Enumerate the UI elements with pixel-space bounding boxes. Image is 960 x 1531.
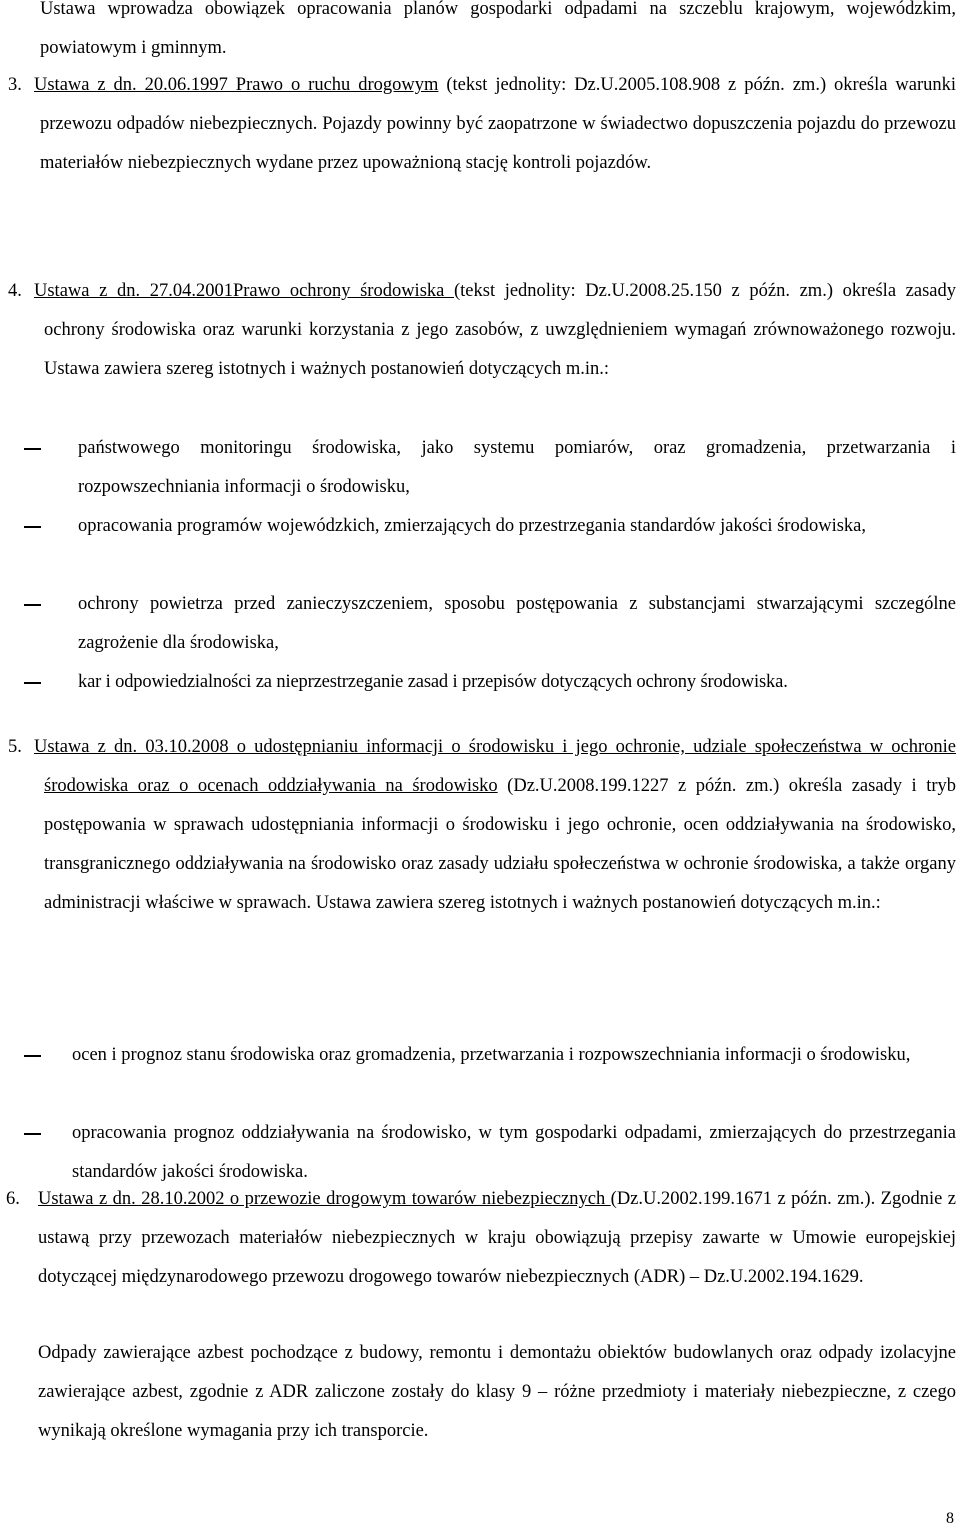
final-paragraph: Odpady zawierające azbest pochodzące z budowy, remontu i demontażu obiektów budowlanych oraz odpady izolacyjne zawierające azbest, zgodnie z ADR zaliczone zostały do klasy 9 – różne przedmioty i materiały niebezpieczne, z czego wynikają określone wymagania przy ich transporcie. bbox=[38, 1343, 956, 1441]
section-4-text bbox=[34, 272, 956, 389]
list-item-text: opracowania programów wojewódzkich, zmierzających do przestrzegania standardów jakości środowiska, bbox=[78, 516, 867, 536]
dash-icon bbox=[24, 448, 41, 450]
list-item-text: opracowania prognoz oddziaływania na środowisko, w tym gospodarki odpadami, zmierzających do przestrzegania standardów jakości środowiska. bbox=[72, 1123, 956, 1182]
page-number: 8 bbox=[946, 1510, 954, 1527]
list-item-text: ocen i prognoz stanu środowiska oraz gromadzenia, przetwarzania i rozpowszechniania informacji o środowisku, bbox=[72, 1045, 911, 1065]
dash-icon bbox=[24, 1133, 41, 1135]
list-item bbox=[36, 1036, 956, 1075]
list-item bbox=[36, 507, 956, 546]
section-6-body: (Dz.U.2002.199.1671 z późn. zm.). Zgodnie z ustawą przy przewozach materiałów niebezpiecznych w kraju obowiązują przepisy zawarte w Umowie europejskiej dotyczącej międzynarodowego przewozu drogowego towarów niebezpiecznych (ADR) – Dz.U.2002.194.1629. bbox=[38, 1189, 956, 1287]
section-3-body: (tekst jednolity: Dz.U.2005.108.908 z późn. zm.) określa warunki przewozu odpadów niebezpiecznych. Pojazdy powinny być zaopatrzone w świadectwo dopuszczenia pojazdu do przewozu materiałów niebezpiecznych wydane przez upoważnioną stację kontroli pojazdów. bbox=[40, 75, 957, 173]
section-3-link[interactable]: Ustawa z dn. 20.06.1997 Prawo o ruchu drogowym bbox=[34, 75, 439, 95]
section-3-text bbox=[34, 66, 957, 183]
section-3-number: 3. bbox=[8, 75, 22, 95]
section-5-link[interactable]: Ustawa z dn. 03.10.2008 o udostępnianiu informacji o środowisku i jego ochronie, udziale społeczeństwa w ochronie środowiska oraz o ocenach oddziaływania na środowisko bbox=[34, 737, 956, 796]
section-5-body: (Dz.U.2008.199.1227 z późn. zm.) określa zasady i tryb postępowania w sprawach udostępniania informacji o środowisku i jego ochronie, ocen oddziaływania na środowisko, transgranicznego oddziaływania na środowisko oraz zasady udziału społeczeństwa w ochronie środowiska, a także organy administracji właściwe w sprawach. Ustawa zawiera szereg istotnych i ważnych postanowień dotyczących m.in.: bbox=[44, 776, 956, 913]
section-4-body: (tekst jednolity: Dz.U.2008.25.150 z późn. zm.) określa zasady ochrony środowiska oraz warunki korzystania z jego zasobów, z uwzględnieniem wymagań zrównoważonego rozwoju. Ustawa zawiera szereg istotnych i ważnych postanowień dotyczących m.in.: bbox=[44, 281, 956, 379]
section-6-number: 6. bbox=[6, 1189, 20, 1209]
section-6-link[interactable]: Ustawa z dn. 28.10.2002 o przewozie drogowym towarów niebezpiecznych bbox=[38, 1189, 611, 1209]
list-item-text: kar i odpowiedzialności za nieprzestrzeganie zasad i przepisów dotyczących ochrony środowiska. bbox=[78, 672, 788, 692]
section-4-number: 4. bbox=[8, 281, 22, 301]
list-item-text: ochrony powietrza przed zanieczyszczeniem, sposobu postępowania z substancjami stwarzającymi szczególne zagrożenie dla środowiska, bbox=[78, 594, 956, 653]
intro-paragraph: Ustawa wprowadza obowiązek opracowania planów gospodarki odpadami na szczeblu krajowym, wojewódzkim, powiatowym i gminnym. bbox=[40, 0, 956, 58]
section-5-text bbox=[34, 728, 956, 923]
dash-icon bbox=[24, 1055, 41, 1057]
dash-icon bbox=[24, 604, 41, 606]
dash-icon bbox=[24, 682, 41, 684]
list-item-text: państwowego monitoringu środowiska, jako systemu pomiarów, oraz gromadzenia, przetwarzania i rozpowszechniania informacji o środowisku, bbox=[78, 438, 956, 497]
list-item bbox=[36, 585, 956, 663]
section-6-text bbox=[38, 1180, 956, 1297]
list-item bbox=[36, 429, 956, 507]
section-4-link[interactable]: Ustawa z dn. 27.04.2001Prawo ochrony środowiska bbox=[34, 281, 454, 301]
list-item bbox=[36, 663, 956, 702]
section-5-number: 5. bbox=[8, 737, 22, 757]
dash-icon bbox=[24, 526, 41, 528]
